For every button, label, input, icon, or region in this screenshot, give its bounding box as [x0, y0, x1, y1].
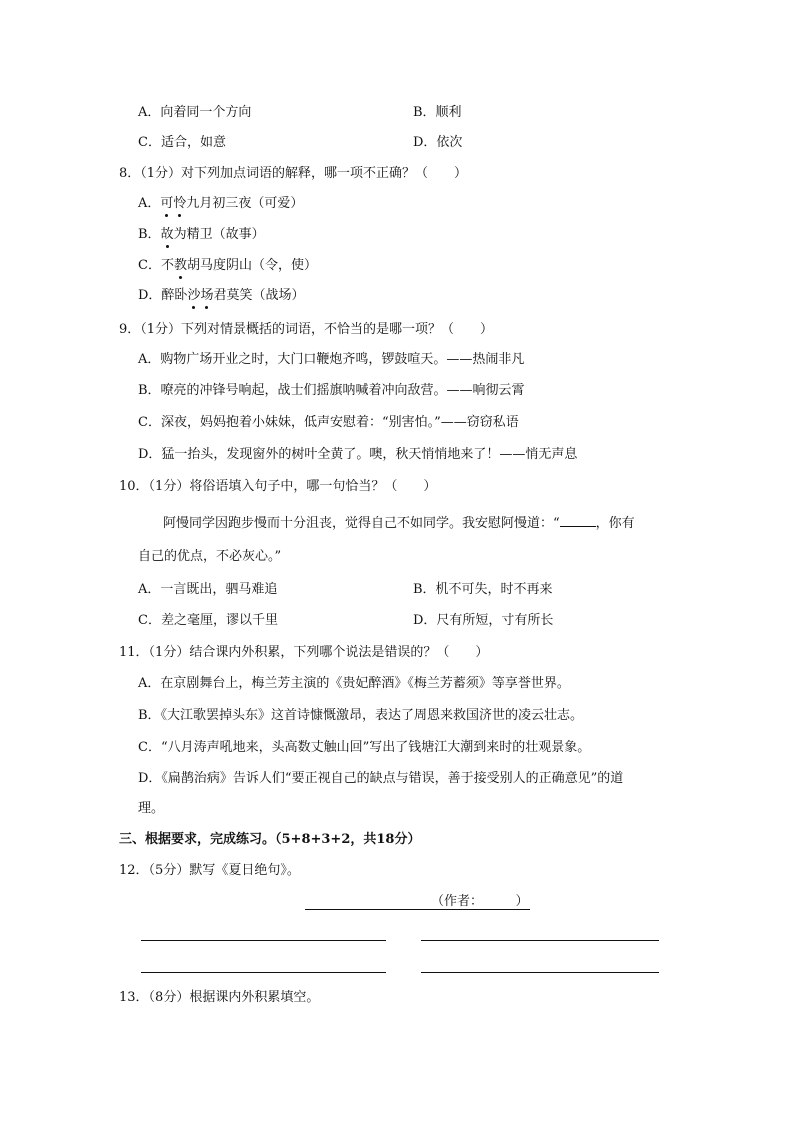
q11-option-a: A．在京剧舞台上，梅兰芳主演的《贵妃醉酒》《梅兰芳蓄须》等享誉世界。: [138, 676, 570, 691]
option-text: 君莫笑（战场）: [213, 288, 305, 303]
q10-option-d: D．尺有所短，寸有所长: [413, 613, 554, 628]
q9-option-a: A．购物广场开业之时，大门口鞭炮齐鸣，锣鼓喧天。——热闹非凡: [138, 352, 525, 367]
option-letter: A．: [138, 196, 161, 211]
q8-option-d: [138, 287, 304, 305]
q9-option-b: B．嘹亮的冲锋号响起，战士们摇旗呐喊着冲向敌营。——响彻云霄: [138, 383, 525, 398]
option-letter: D．醉卧: [138, 288, 188, 303]
q11-option-d-line2: 理。: [138, 801, 165, 816]
option-text: 为精卫（故事）: [173, 227, 265, 242]
q11-option-d-line1: D．《扁鹊治病》告诉人们“要正视自己的缺点与错误，善于接受别人的正确意见”的道: [138, 771, 624, 786]
q9-option-c: C．深夜，妈妈抱着小妹妹，低声安慰着：“别害怕。”——窃窃私语: [138, 415, 519, 430]
q7-option-a: A．向着同一个方向: [138, 105, 252, 120]
q11-stem: 11．（1分）结合课内外积累，下列哪个说法是错误的？（ ）: [119, 645, 489, 660]
q10-stem: 10．（1分）将俗语填入句子中，哪一句恰当？（ ）: [119, 479, 437, 494]
option-letter: B．: [138, 227, 161, 242]
passage-text: 阿慢同学因跑步慢而十分沮丧，觉得自己不如同学。我安慰阿慢道：“: [163, 516, 560, 531]
dotted-char: 怜: [173, 196, 187, 211]
q9-stem: 9．（1分）下列对情景概括的词语，不恰当的是哪一项？（ ）: [119, 322, 494, 337]
q7-option-c: C．适合，如意: [138, 135, 226, 150]
poem-line-blank[interactable]: [141, 940, 386, 941]
q10-passage-line2: 自己的优点，不必灰心。”: [138, 549, 282, 564]
q8-stem: 8．（1分）对下列加点词语的解释，哪一项不正确？（ ）: [119, 166, 468, 181]
section-heading: 三、根据要求，完成练习。（5+8+3+2，共18分）: [119, 832, 421, 847]
q10-option-b: B．机不可失，时不再来: [413, 582, 553, 597]
dotted-char: 可: [160, 196, 174, 211]
option-text: 胡马度阴山（令，使）: [186, 258, 317, 273]
q9-option-d: D．猛一抬头，发现窗外的树叶全黄了。噢，秋天悄悄地来了！——悄无声息: [138, 447, 578, 462]
poem-line-blank[interactable]: [421, 940, 659, 941]
dotted-char: 沙: [187, 288, 201, 303]
q7-option-d: D．依次: [413, 135, 463, 150]
q8-option-a: [138, 195, 303, 213]
q7-option-b: B．顺利: [413, 105, 462, 120]
q13-stem: 13．（8分）根据课内外积累填空。: [119, 990, 320, 1005]
q10-option-c: C．差之毫厘，谬以千里: [138, 613, 278, 628]
poem-line-blank[interactable]: [421, 972, 659, 973]
dotted-char: 故: [160, 227, 174, 242]
q8-option-b: [138, 226, 265, 244]
q11-option-b: B．《大江歌罢掉头东》这首诗慷慨激昂，表达了周恩来救国济世的凌云壮志。: [138, 708, 584, 723]
author-label: （作者： ）: [431, 894, 529, 909]
passage-text: ，你有: [595, 516, 635, 531]
answer-blank: [560, 514, 596, 527]
poem-line-blank[interactable]: [141, 972, 386, 973]
q10-option-a: A．一言既出，驷马难追: [138, 582, 278, 597]
dotted-char: 教: [173, 258, 187, 273]
q10-passage-line1: [163, 514, 635, 533]
q8-option-c: [138, 257, 317, 275]
option-text: 九月初三夜（可爱）: [186, 196, 304, 211]
option-letter: C．不: [138, 258, 174, 273]
q11-option-c: C．“八月涛声吼地来，头高数丈触山回”写出了钱塘江大潮到来时的壮观景象。: [138, 740, 591, 755]
dotted-char: 场: [200, 288, 214, 303]
q12-stem: 12．（5分）默写《夏日绝句》。: [119, 863, 300, 878]
